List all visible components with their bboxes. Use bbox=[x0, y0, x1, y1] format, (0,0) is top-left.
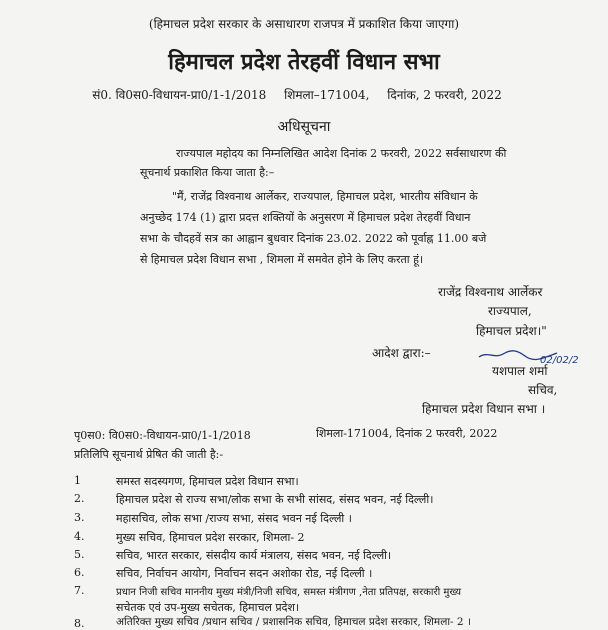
endorsement-number: पृ0स0: वि0स0:-विधायन-प्रा0/1-1/2018 bbox=[74, 429, 251, 442]
recipient-item: महासचिव, लोक सभा /राज्य सभा, संसद भवन नई दिल्ली । bbox=[116, 512, 352, 525]
recipient-number: 2. bbox=[74, 492, 85, 505]
recipient-item: प्रधान निजी सचिव माननीय मुख्य मंत्री/निजी सचिव, समस्त मंत्रीगण ,नेता प्रतिपक्ष, सरकारी मुख्य bbox=[116, 587, 462, 598]
governor-name: राजेंद्र विश्वनाथ आर्लेकर bbox=[438, 285, 543, 299]
order-para-line-1: "मैं, राजेंद्र विश्वनाथ आर्लेकर, राज्यपाल, हिमाचल प्रदेश, भारतीय संविधान के bbox=[172, 190, 478, 203]
recipient-item: हिमाचल प्रदेश से राज्य सभा/लोक सभा के सभी सांसद, संसद भवन, नई दिल्ली। bbox=[116, 493, 434, 506]
recipient-number: 4. bbox=[74, 530, 85, 543]
notification-heading: अधिसूचना bbox=[277, 119, 331, 135]
reference-date: दिनांक, 2 फरवरी, 2022 bbox=[387, 88, 502, 102]
endorsement-place-date: शिमला-171004, दिनांक 2 फरवरी, 2022 bbox=[316, 427, 498, 440]
signature-date-note: 02/02/2 bbox=[540, 355, 579, 366]
copy-forwarded-line: प्रतिलिपि सूचनार्थ प्रेषित की जाती है:- bbox=[74, 448, 224, 461]
recipient-number: 1 bbox=[74, 474, 81, 487]
recipient-number: 7. bbox=[74, 584, 85, 597]
intro-para-line-1: राज्यपाल महोदय का निम्नलिखित आदेश दिनांक 2 फरवरी, 2022 सर्वसाधारण की bbox=[176, 147, 507, 160]
order-para-line-4: से हिमाचल प्रदेश विधान सभा , शिमला में समवेत होने के लिए करता हूं। bbox=[140, 253, 424, 266]
reference-number: सं0. वि0स0-विधायन-प्रा0/1-1/2018 bbox=[92, 88, 267, 102]
assembly-title: हिमाचल प्रदेश तेरहवीं विधान सभा bbox=[168, 50, 440, 75]
order-by-label: आदेश द्वारा:– bbox=[372, 346, 431, 360]
order-para-line-2: अनुच्छेद 174 (1) द्वारा प्रदत्त शक्तियों के अनुसरण में हिमाचल प्रदेश तेरहवीं विधान bbox=[140, 211, 471, 224]
recipient-number: 3. bbox=[74, 511, 85, 524]
recipient-item: समस्त सदस्यगण, हिमाचल प्रदेश विधान सभा। bbox=[116, 475, 299, 488]
recipient-item-continued: सचेतक एवं उप-मुख्य सचेतक, हिमाचल प्रदेश। bbox=[116, 601, 300, 614]
secretary-office: हिमाचल प्रदेश विधान सभा । bbox=[422, 402, 546, 416]
recipient-number: 8. bbox=[74, 617, 85, 630]
gazette-publication-note: (हिमाचल प्रदेश सरकार के असाधारण राजपत्र में प्रकाशित किया जाएगा) bbox=[148, 17, 460, 31]
secretary-name: यशपाल शर्मा bbox=[492, 364, 548, 378]
intro-para-line-2: सूचनार्थ प्रकाशित किया जाता है:– bbox=[140, 166, 275, 179]
recipient-item: अतिरिक्त मुख्य सचिव /प्रधान सचिव / प्रशासनिक सचिव, हिमाचल प्रदेश सरकार, शिमला- 2 । bbox=[116, 616, 471, 628]
recipient-number: 5. bbox=[74, 548, 85, 561]
governor-state: हिमाचल प्रदेश।" bbox=[476, 324, 547, 338]
reference-line bbox=[0, 89, 608, 103]
reference-place: शिमला–171004, bbox=[284, 88, 370, 102]
secretary-designation: सचिव, bbox=[528, 383, 558, 397]
recipient-item: मुख्य सचिव, हिमाचल प्रदेश सरकार, शिमला- 2 bbox=[116, 531, 305, 544]
recipient-number: 6. bbox=[74, 566, 85, 579]
recipient-item: सचिव, निर्वाचन आयोग, निर्वाचन सदन अशोका रोड, नई दिल्ली । bbox=[116, 567, 373, 580]
order-para-line-3: सभा के चौदहवें सत्र का आह्वान बुधवार दिनांक 23.02. 2022 को पूर्वाह्न 11.00 बजे bbox=[140, 232, 487, 245]
recipient-item: सचिव, भारत सरकार, संसदीय कार्य मंत्रालय, संसद भवन, नई दिल्ली। bbox=[116, 549, 392, 562]
governor-designation: राज्यपाल, bbox=[488, 304, 532, 318]
